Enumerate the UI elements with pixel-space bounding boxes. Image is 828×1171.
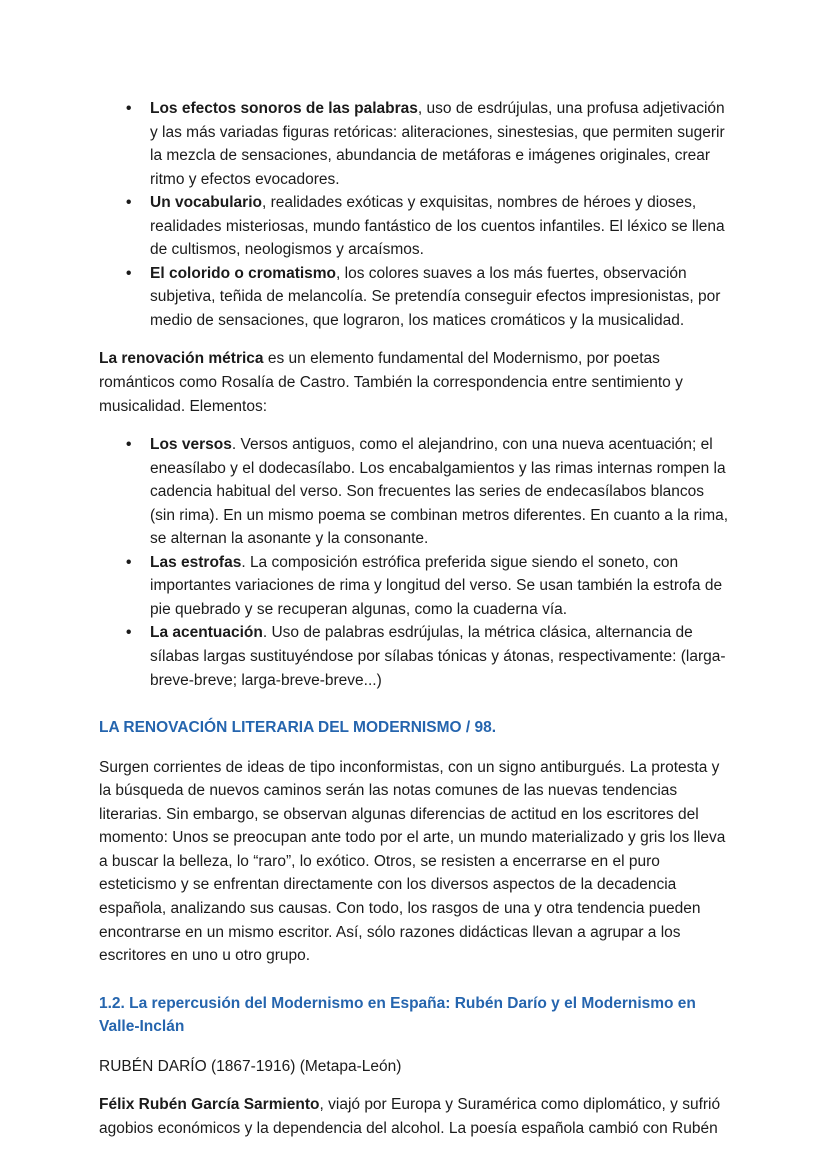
list-item — [99, 97, 731, 191]
bullet-text — [150, 551, 731, 622]
bullet-icon: • — [126, 264, 132, 282]
bullet-icon: • — [126, 100, 132, 117]
bullet-rest: . La composición estrófica preferida sigue siendo el soneto, con importantes variaciones de rima y longitud del verso. Se usan también la estrofa de pie quebrado y se recuperan algunas, como la cuaderna vía. — [150, 553, 723, 618]
paragraph-rest: es un elemento fundamental del Modernismo, por poetas románticos como Rosalía de Castro. También la correspondencia entre sentimiento y musicalidad. Elementos: — [99, 350, 683, 415]
bullet-bold-lead: Los efectos sonoros de las palabras — [150, 100, 418, 117]
bullet-bold-lead: Los versos — [150, 436, 232, 454]
list-item — [99, 433, 731, 551]
bullet-text — [150, 262, 731, 333]
bullet-rest: , uso de esdrújulas, una profusa adjetivación y las más variadas figuras retóricas: aliteraciones, sinestesias, que permiten sugerir la mezcla de sensaciones, abundancia de metáforas e imágenes originales, crear ritmo y efectos evocadores. — [150, 100, 725, 188]
paragraph-renovacion-metrica — [99, 347, 731, 418]
bullet-text — [150, 621, 731, 692]
paragraph-felix — [99, 1093, 731, 1140]
paragraph-bold-lead: La renovación métrica — [99, 350, 264, 368]
bullet-rest: . Versos antiguos, como el alejandrino, con una nueva acentuación; el eneasílabo y el dodecasílabo. Los encabalgamientos y las rimas internas rompen la cadencia habitual del verso. Son frecuentes las series de endecasílabos blancos (sin rima). En un mismo poema se combinan metros diferentes. En cuanto a la rima, se alternan la asonante y la consonante. — [150, 436, 729, 548]
bullet-text — [150, 97, 731, 191]
paragraph-ruben-dario: RUBÉN DARÍO (1867-1916) (Metapa-León) — [99, 1057, 402, 1075]
list-item — [99, 191, 731, 262]
section-heading-repercusion: 1.2. La repercusión del Modernismo en España: Rubén Darío y el Modernismo en Valle-Inclán — [99, 994, 696, 1036]
bullet-icon: • — [126, 553, 132, 571]
bullet-icon: • — [126, 624, 132, 642]
paragraph-rest: , viajó por Europa y Suramérica como diplomático, y sufrió agobios económicos y la dependencia del alcohol. La poesía española cambió con Rubén — [99, 1096, 721, 1137]
bullet-text — [150, 433, 731, 551]
section-heading-renovacion-literaria: LA RENOVACIÓN LITERARIA DEL MODERNISMO / 98. — [99, 719, 496, 737]
list-item — [99, 551, 731, 622]
paragraph-corrientes: Surgen corrientes de ideas de tipo inconformistas, con un signo antiburgués. La protesta y la búsqueda de nuevos caminos serán las notas comunes de las nuevas tendencias literarias. Sin embargo, se observan algunas diferencias de actitud en los escritores del momento: Unos se preocupan ante todo por el arte, un mundo materializado y gris los lleva a buscar la belleza, lo “raro”, lo exótico. Otros, se resisten a encerrarse en el puro esteticismo y se enfrentan directamente con los diversos aspectos de la decadencia española, analizando sus causas. Con todo, los rasgos de una y otra tendencia pueden encontrarse en un mismo escritor. Así, sólo razones didácticas llevan a agrupar a los escritores en uno u otro grupo. — [99, 758, 726, 965]
list-item — [99, 262, 731, 333]
bullet-rest: , realidades exóticas y exquisitas, nombres de héroes y dioses, realidades misteriosas, mundo fantástico de los cuentos infantiles. El léxico se llena de cultismos, neologismos y arcaísmos. — [150, 194, 725, 259]
bullet-bold-lead: La acentuación — [150, 624, 263, 642]
bullet-text — [150, 191, 731, 262]
bullet-rest: , los colores suaves a los más fuertes, observación subjetiva, teñida de melancolía. Se pretendía conseguir efectos impresionistas, por medio de sensaciones, que lograron, los matices cromáticos y la musicalidad. — [150, 264, 721, 329]
bullet-rest: . Uso de palabras esdrújulas, la métrica clásica, alternancia de sílabas largas sustituyéndose por sílabas tónicas y átonas, respectivamente: (larga-breve-breve; larga-breve-breve...) — [150, 624, 726, 689]
bullet-bold-lead: El colorido o cromatismo — [150, 264, 337, 282]
bullet-bold-lead: Un vocabulario — [150, 194, 262, 212]
bullet-list-elementos-metrica — [99, 433, 731, 692]
bullet-icon: • — [126, 436, 132, 454]
list-item — [99, 621, 731, 692]
bullet-list-recursos-estilo — [99, 97, 731, 332]
paragraph-bold-lead: Félix Rubén García Sarmiento — [99, 1096, 320, 1114]
bullet-icon: • — [126, 194, 132, 212]
bullet-bold-lead: Las estrofas — [150, 553, 242, 571]
